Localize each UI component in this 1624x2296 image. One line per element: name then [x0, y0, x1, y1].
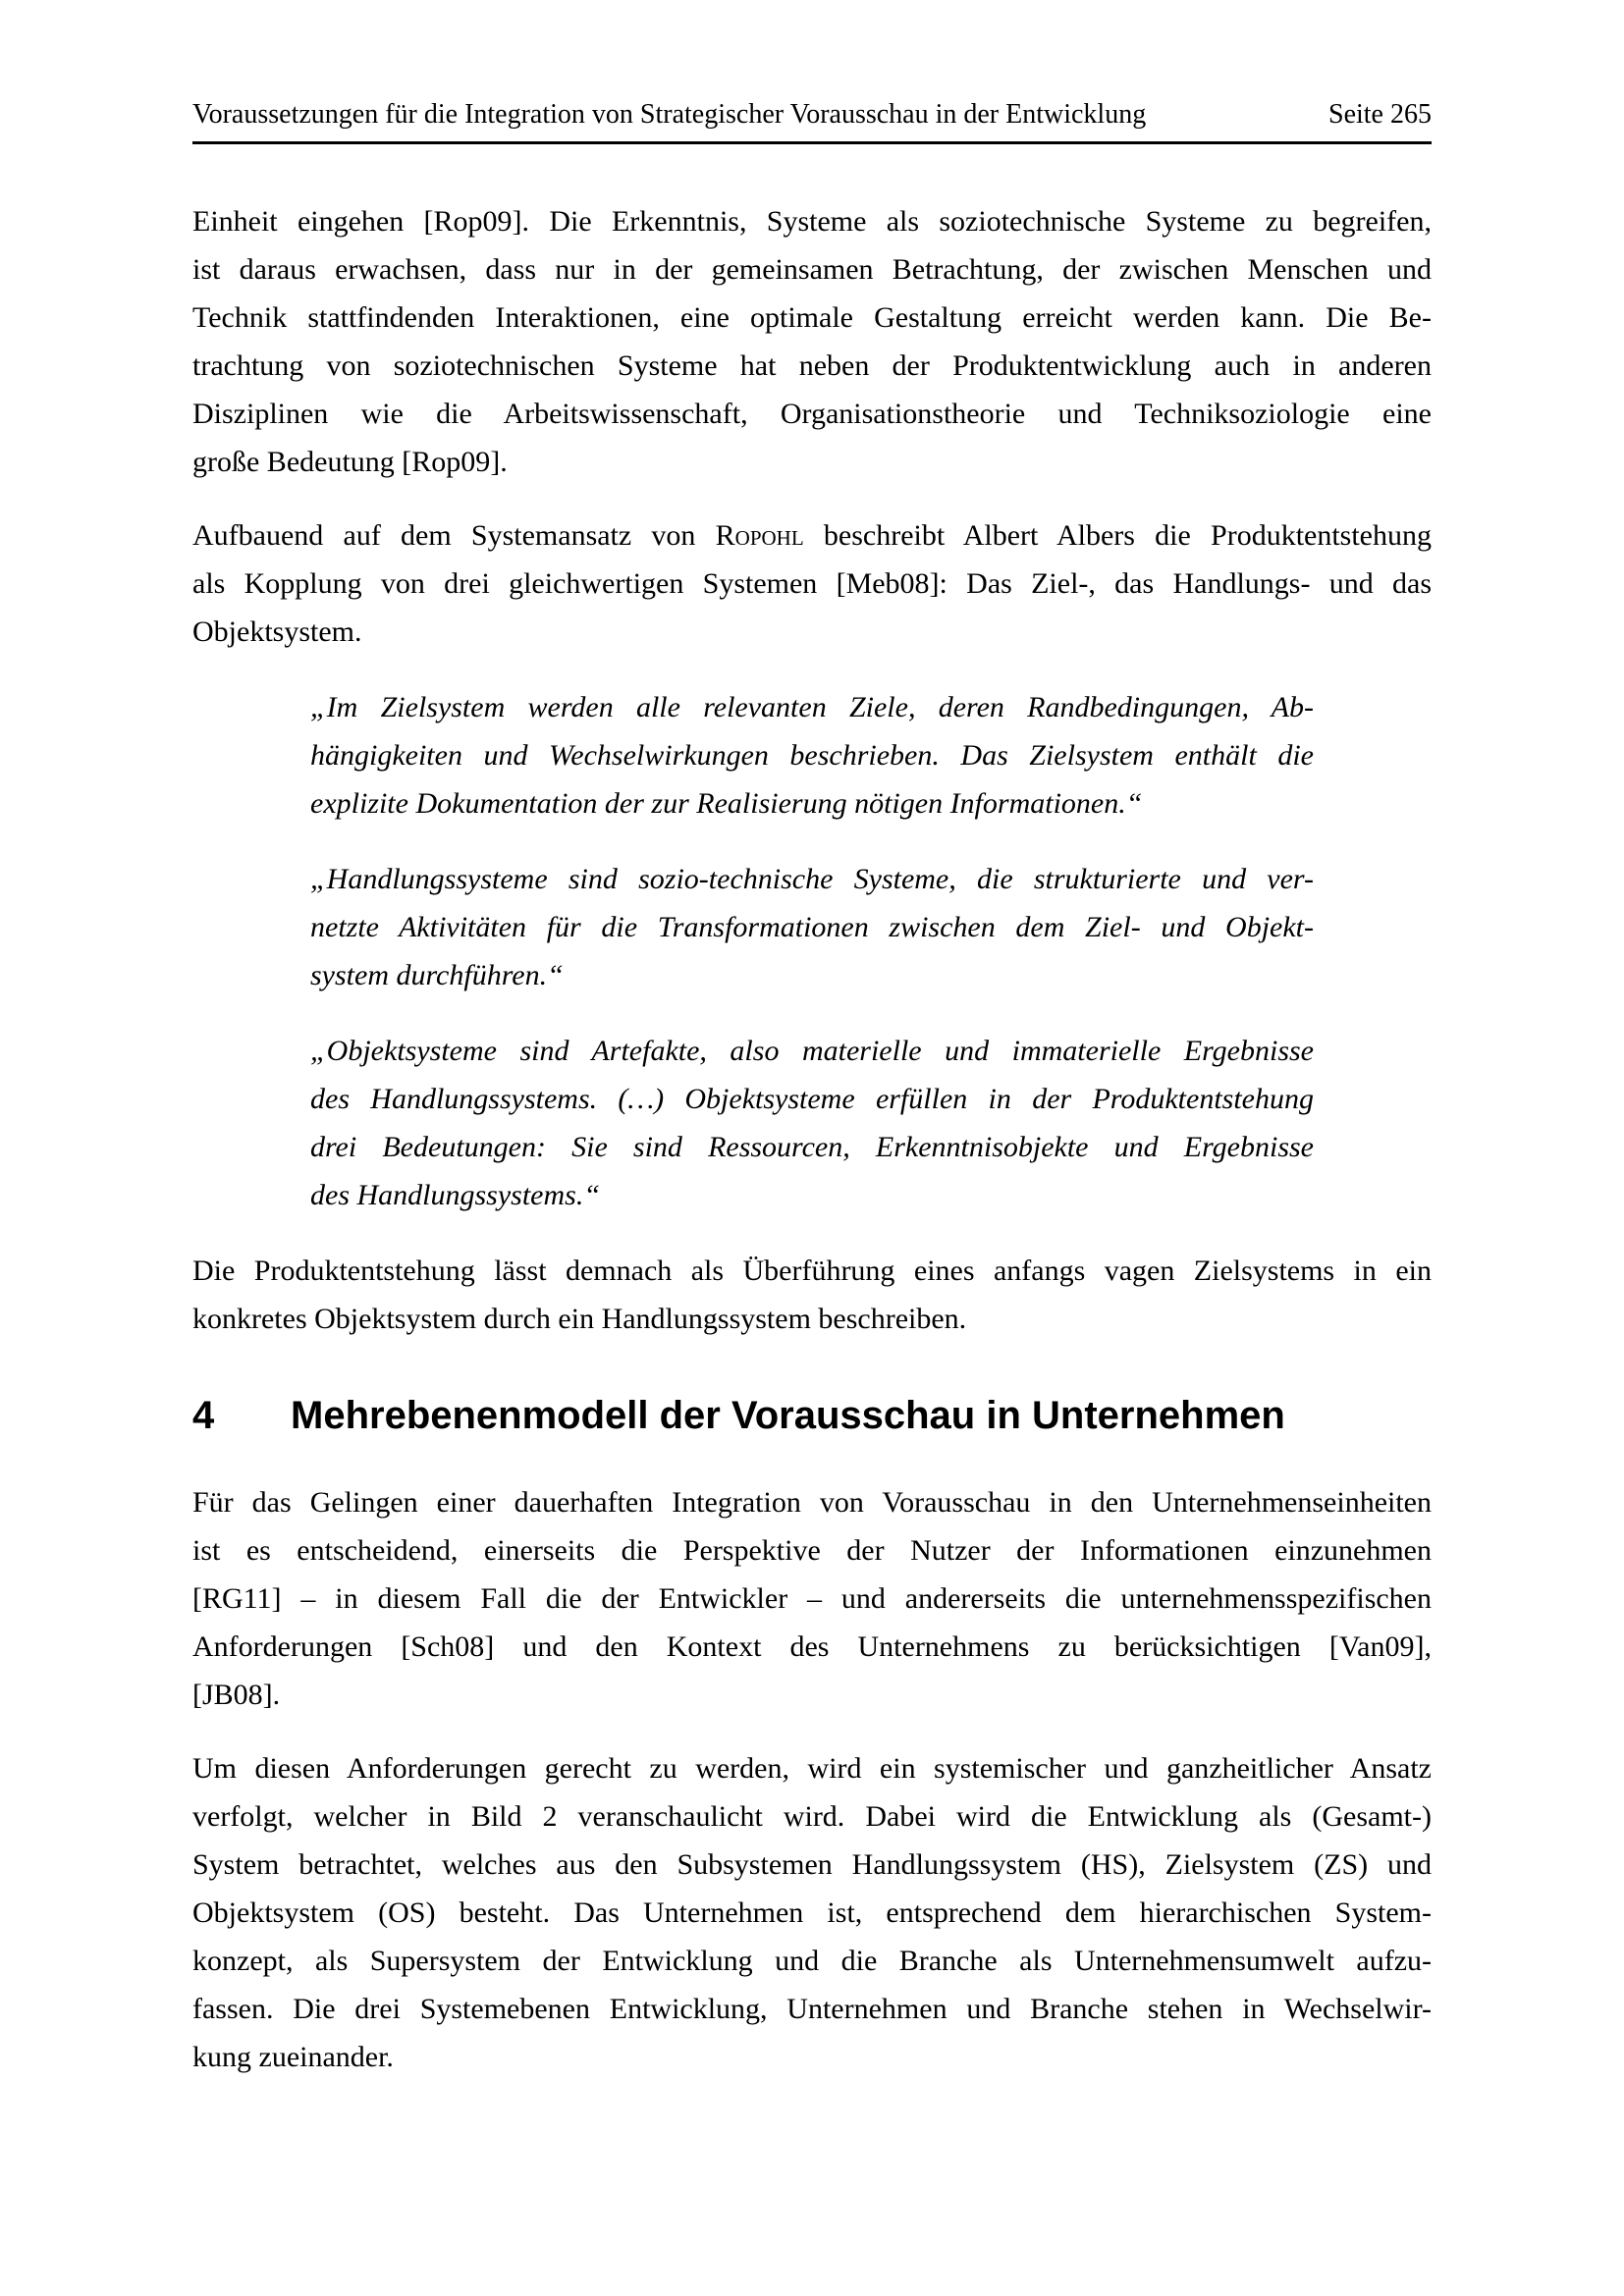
text-line: Objektsystem (OS) besteht. Das Unternehmen ist, entsprechend dem hierarchischen System- — [192, 1896, 1432, 1929]
text-line: ist es entscheidend, einerseits die Perspektive der Nutzer der Informationen einzunehmen — [192, 1534, 1432, 1567]
text-line: verfolgt, welcher in Bild 2 veranschaulicht wird. Dabei wird die Entwicklung als (Gesamt-) — [192, 1800, 1432, 1833]
handlungssystem-quote — [310, 855, 1314, 999]
text-line: System betrachtet, welches aus den Subsystemen Handlungssystem (HS), Zielsystem (ZS) und — [192, 1848, 1432, 1881]
section-4-heading — [192, 1392, 1432, 1439]
text-line: [RG11] – in diesem Fall die der Entwickler – und andererseits die unternehmensspezifischen — [192, 1582, 1432, 1615]
text-line: system durchführen.“ — [310, 959, 564, 991]
text-line: große Bedeutung [Rop09]. — [192, 446, 508, 478]
page-header — [192, 98, 1432, 144]
running-header-title: Voraussetzungen für die Integration von Strategischer Vorausschau in der Entwicklung — [192, 99, 1147, 130]
text-line: konkretes Objektsystem durch ein Handlungssystem beschreiben. — [192, 1303, 967, 1335]
text-line: „Handlungssysteme sind sozio-technische Systeme, die strukturierte und ver- — [310, 863, 1314, 895]
text-line: Die Produktentstehung lässt demnach als Überführung eines anfangs vagen Zielsystems in ein — [192, 1255, 1432, 1287]
text-line: ist daraus erwachsen, dass nur in der gemeinsamen Betrachtung, der zwischen Menschen und — [192, 253, 1432, 286]
text-line: explizite Dokumentation der zur Realisierung nötigen Informationen.“ — [310, 787, 1143, 820]
text-line: Anforderungen [Sch08] und den Kontext des Unternehmens zu berücksichtigen [Van09], — [192, 1630, 1432, 1663]
gelingen-paragraph — [192, 1478, 1432, 1719]
intro-paragraph — [192, 197, 1432, 486]
document-body — [192, 197, 1432, 2081]
section-title: Mehrebenenmodell der Vorausschau in Unternehmen — [291, 1394, 1285, 1437]
text-line: „Im Zielsystem werden alle relevanten Ziele, deren Randbedingungen, Ab- — [310, 691, 1314, 723]
text-line: konzept, als Supersystem der Entwicklung und die Branche als Unternehmensumwelt aufzu- — [192, 1945, 1432, 1977]
text-line: des Handlungssystems. (…) Objektsysteme erfüllen in der Produktentstehung — [310, 1083, 1314, 1115]
text-line: hängigkeiten und Wechselwirkungen beschrieben. Das Zielsystem enthält die — [310, 739, 1314, 772]
zielsystem-quote — [310, 683, 1314, 828]
text-line: Technik stattfindenden Interaktionen, eine optimale Gestaltung erreicht werden kann. Die Be- — [192, 301, 1432, 334]
text-line: Disziplinen wie die Arbeitswissenschaft, Organisationstheorie und Techniksoziologie eine — [192, 398, 1432, 430]
objektsystem-quote — [310, 1027, 1314, 1219]
text-line: netzte Aktivitäten für die Transformationen zwischen dem Ziel- und Objekt- — [310, 911, 1314, 943]
text-line: Für das Gelingen einer dauerhaften Integration von Vorausschau in den Unternehmenseinheiten — [192, 1486, 1432, 1519]
text-line: trachtung von soziotechnischen Systeme hat neben der Produktentwicklung auch in anderen — [192, 349, 1432, 382]
text-line: Einheit eingehen [Rop09]. Die Erkenntnis, Systeme als soziotechnische Systeme zu begreifen, — [192, 205, 1432, 238]
text-run: Aufbauend auf dem Systemansatz von — [192, 519, 716, 552]
text-line: [JB08]. — [192, 1679, 281, 1711]
section-number: 4 — [192, 1394, 215, 1437]
text-line — [192, 511, 1432, 560]
ansatz-paragraph — [192, 1744, 1432, 2081]
text-line: Objektsystem. — [192, 615, 362, 648]
text-line: des Handlungssystems.“ — [310, 1179, 601, 1211]
text-line: kung zueinander. — [192, 2041, 394, 2073]
smallcaps-name: Ropohl — [715, 519, 804, 552]
text-line: drei Bedeutungen: Sie sind Ressourcen, Erkenntnisobjekte und Ergebnisse — [310, 1131, 1314, 1163]
text-line: als Kopplung von drei gleichwertigen Systemen [Meb08]: Das Ziel-, das Handlungs- und das — [192, 567, 1432, 600]
text-line: „Objektsysteme sind Artefakte, also materielle und immaterielle Ergebnisse — [310, 1035, 1314, 1067]
text-run: beschreibt Albert Albers die Produktentstehung — [803, 519, 1433, 552]
systemansatz-paragraph — [192, 511, 1432, 656]
text-line: Um diesen Anforderungen gerecht zu werden, wird ein systemischer und ganzheitlicher Ansatz — [192, 1752, 1432, 1785]
text-line: fassen. Die drei Systemebenen Entwicklung, Unternehmen und Branche stehen in Wechselwir- — [192, 1993, 1432, 2025]
produktentstehung-paragraph — [192, 1247, 1432, 1343]
page-number: Seite 265 — [1328, 99, 1432, 130]
